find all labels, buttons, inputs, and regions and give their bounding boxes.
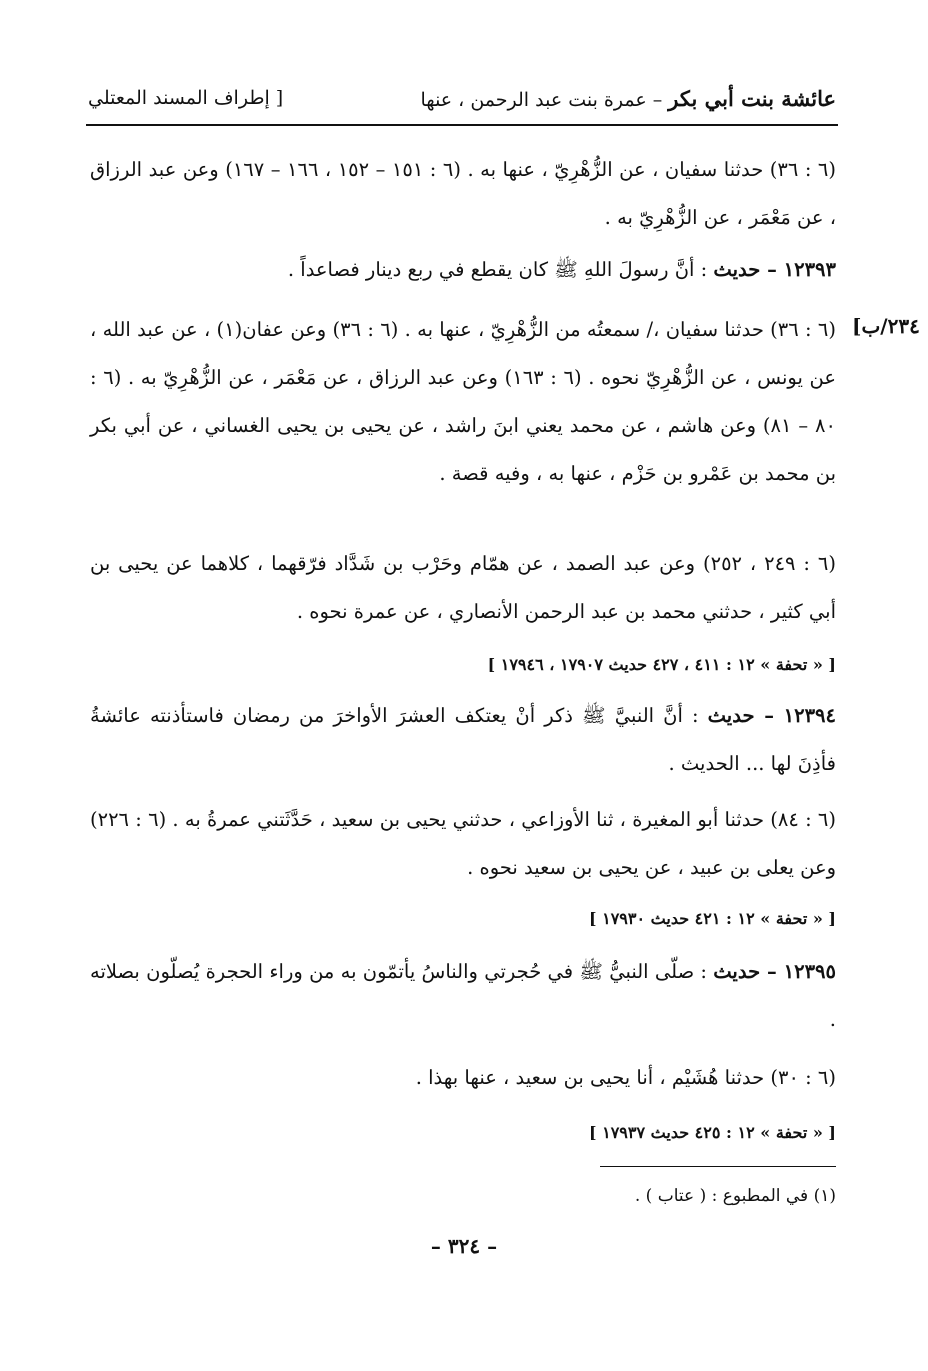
hadith-number: ١٢٣٩٤ (783, 704, 837, 727)
header-title-main: عائشة بنت أبي بكر (668, 85, 836, 111)
hadith-entry: ١٢٣٩٤ – حديث : أنَّ النبيَّ ﷺ ذكر أنْ يعتكف العشرَ الأواخرَ من رمضان فاستأذنته عائشةُ فأذِنَ لها ... الحديث . (90, 704, 837, 775)
isnad-paragraph: (٦ : ٣٠) حدثنا هُشَيْم ، أنا يحيى بن سعيد ، عنها بهذا . (415, 1066, 836, 1089)
isnad-paragraph: (٦ : ٢٤٩ ، ٢٥٢) وعن عبد الصمد ، عن همّام وحَرْب بن شَدَّاد فرّقهما ، كلاهما عن يحيى بن أبي كثير ، حدثني محمد بن عبد الرحمن الأنصاري ، عن عمرة نحوه . (90, 552, 836, 623)
header-title (421, 86, 836, 111)
hadith-entry: ١٢٣٩٣ – حديث : أنَّ رسولَ اللهِ ﷺ كان يقطع في ربع دينار فصاعداً . (287, 258, 836, 281)
isnad-paragraph: (٦ : ٣٦) حدثنا سفيان ، عن الزُّهْرِيّ ، عنها به . (٦ : ١٥١ – ١٥٢ ، ١٦٦ – ١٦٧) وعن عبد الرزاق ، عن مَعْمَر ، عن الزُّهْرِيّ به . (90, 158, 837, 229)
header-rule (86, 124, 838, 126)
margin-folio-note: [٢٣٤/ب (852, 314, 920, 338)
hadith-label: حديث (713, 258, 761, 281)
isnad-paragraph: (٦ : ٣٦) حدثنا سفيان ،/ سمعتُه من الزُّهْرِيّ ، عنها به . (٦ : ٣٦) وعن عفان(١) ، عن عبد الله ، عن يونس ، عن الزُّهْرِيّ نحوه . (٦ : ١٦٣) وعن عبد الرزاق ، عن مَعْمَر ، عن الزُّهْرِيّ به . (٦ : ٨٠ – ٨١) وعن هاشم ، عن محمد يعني ابنَ راشد ، عن يحيى بن يحيى الغساني ، عن أبي بكر بن محمد بن عَمْرو بن حَزْم ، عنها به ، وفيه قصة . (90, 318, 836, 485)
hadith-text: أنَّ رسولَ اللهِ ﷺ كان يقطع في ربع دينار فصاعداً . (287, 258, 695, 281)
header-book-title: [ إطراف المسند المعتلي (88, 87, 284, 109)
tuhfa-reference: [ « تحفة » ١٢ : ٤٢٥ حديث ١٧٩٣٧ ] (588, 1123, 836, 1142)
hadith-label: حديث (713, 960, 761, 983)
isnad-paragraph: (٦ : ٨٤) حدثنا أبو المغيرة ، ثنا الأوزاعي ، حدثني يحيى بن سعيد ، حَدَّثَتني عمرةُ به . (٦ : ٢٢٦) وعن يعلى بن عبيد ، عن يحيى بن سعيد نحوه . (90, 808, 837, 879)
tuhfa-reference: [ « تحفة » ١٢ : ٤١١ ، ٤٢٧ حديث ١٧٩٠٧ ، ١٧٩٤٦ ] (487, 655, 836, 674)
hadith-text: أنَّ النبيَّ ﷺ ذكر أنْ يعتكف العشرَ الأواخرَ من رمضان فاستأذنته عائشةُ فأذِنَ لها ... الحديث . (90, 704, 836, 775)
footnote-rule (600, 1166, 836, 1167)
tuhfa-reference: [ « تحفة » ١٢ : ٤٢١ حديث ١٧٩٣٠ ] (588, 909, 836, 928)
hadith-number: ١٢٣٩٣ (783, 258, 836, 281)
page-number: – ٣٢٤ – (430, 1234, 498, 1258)
header-title-sub: – عمرة بنت عبد الرحمن ، عنها (420, 88, 669, 111)
hadith-label: حديث (707, 704, 755, 727)
hadith-text: صلّى النبيُّ ﷺ في حُجرتي والناسُ يأتمّون به من وراء الحجرة يُصلّون بصلاته . (90, 960, 836, 1031)
hadith-number: ١٢٣٩٥ (783, 960, 837, 983)
running-header (88, 78, 836, 118)
hadith-entry: ١٢٣٩٥ – حديث : صلّى النبيُّ ﷺ في حُجرتي والناسُ يأتمّون به من وراء الحجرة يُصلّون بصلاته . (90, 960, 837, 1031)
footnote: (١) في المطبوع : ( عتاب ) . (634, 1186, 836, 1206)
